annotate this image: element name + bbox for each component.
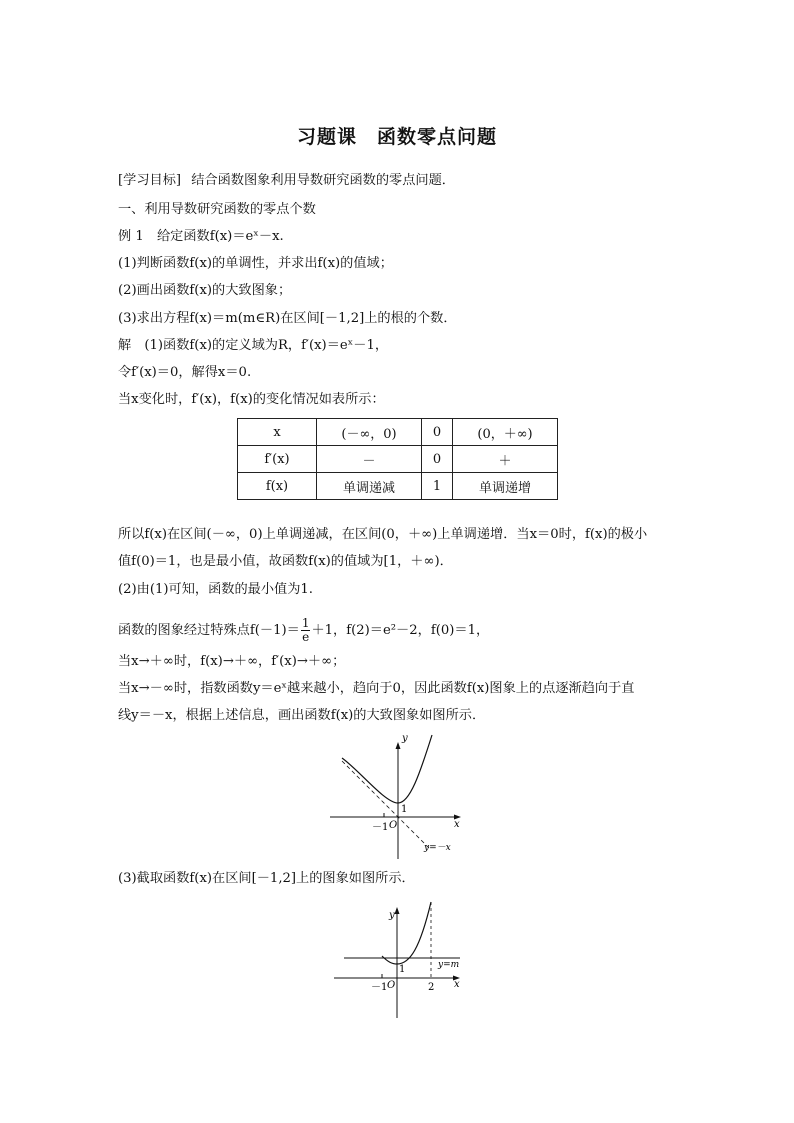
table-cell: ＋ <box>453 446 558 473</box>
table-row <box>238 446 558 473</box>
y-axis-arrow <box>395 907 400 914</box>
function-curve <box>342 735 432 803</box>
part2-line-5: 线y＝－x，根据上述信息，画出函数f(x)的大致图象如图所示． <box>118 708 486 723</box>
conclusion-line-1: 所以f(x)在区间(－∞，0)上单调递减，在区间(0，＋∞)上单调递增．当x＝0时，f(x)的极小 <box>118 527 648 542</box>
label-one: 1 <box>399 964 406 975</box>
y-label: y <box>389 910 395 921</box>
learning-objective <box>118 172 455 190</box>
origin-label: O <box>387 980 396 991</box>
part2-line-1: (2)由(1)可知，函数的最小值为1. <box>118 582 314 597</box>
objective-tag: [学习目标] <box>118 173 182 188</box>
special-points-suffix: ＋1，f(2)＝e²－2，f(0)＝1， <box>311 623 490 638</box>
question-2: (2)画出函数f(x)的大致图象； <box>118 283 292 298</box>
table-cell: 单调递增 <box>453 473 558 500</box>
table-cell: x <box>238 419 317 446</box>
part2-line-4: 当x→－∞时，指数函数y＝eˣ越来越小，趋向于0，因此函数f(x)图象上的点逐渐趋向于直 <box>118 681 635 696</box>
example-statement: 例 1 给定函数f(x)＝eˣ－x. <box>118 229 284 244</box>
label-two: 2 <box>428 982 435 993</box>
table-cell: (0，＋∞) <box>453 419 558 446</box>
fraction <box>301 617 311 644</box>
graph-1 <box>330 733 465 861</box>
part2-line-2 <box>118 617 489 644</box>
solution-line-1: 解 (1)函数f(x)的定义域为R，f′(x)＝eˣ－1， <box>118 338 389 353</box>
question-3: (3)求出方程f(x)＝m(m∈R)在区间[－1,2]上的根的个数． <box>118 311 457 326</box>
special-points-prefix: 函数的图象经过特殊点f(－1)＝ <box>118 623 300 638</box>
y-axis-arrow <box>396 742 401 749</box>
label-one: 1 <box>401 804 408 815</box>
table-cell: f(x) <box>238 473 317 500</box>
solution-line-3: 当x变化时，f′(x)，f(x)的变化情况如表所示： <box>118 392 385 407</box>
table-cell: (－∞，0) <box>317 419 422 446</box>
line-label: y=m <box>438 960 460 970</box>
table-cell: 单调递减 <box>317 473 422 500</box>
x-label: x <box>454 979 460 990</box>
line-label: y=－x <box>424 843 451 853</box>
table-row <box>238 419 558 446</box>
objective-text: 结合函数图象利用导数研究函数的零点问题． <box>191 173 455 188</box>
table-row <box>238 473 558 500</box>
solution-line-2: 令f′(x)＝0，解得x＝0. <box>118 365 252 380</box>
table-cell: 0 <box>422 446 453 473</box>
y-label: y <box>402 733 408 744</box>
origin-label: O <box>389 820 398 831</box>
table-cell: f′(x) <box>238 446 317 473</box>
conclusion-line-2: 值f(0)＝1，也是最小值，故函数f(x)的值域为[1，＋∞)． <box>118 554 453 569</box>
label-neg1: －1 <box>371 982 388 993</box>
table-cell: 1 <box>422 473 453 500</box>
label-neg1: －1 <box>372 822 389 833</box>
fraction-numerator: 1 <box>301 616 310 630</box>
question-1: (1)判断函数f(x)的单调性，并求出f(x)的值域； <box>118 256 393 271</box>
section-heading: 一、利用导数研究函数的零点个数 <box>118 202 316 217</box>
part3-line: (3)截取函数f(x)在区间[－1,2]上的图象如图所示． <box>118 871 415 886</box>
table-cell: － <box>317 446 422 473</box>
graph-2 <box>330 898 465 1020</box>
x-label: x <box>454 819 460 830</box>
asymptote-line <box>342 761 430 849</box>
fraction-denominator: e <box>302 630 310 644</box>
table-cell: 0 <box>422 419 453 446</box>
part2-line-3: 当x→＋∞时，f(x)→＋∞，f′(x)→＋∞； <box>118 654 346 669</box>
page-title: 习题课 函数零点问题 <box>296 126 497 148</box>
variation-table <box>237 418 558 500</box>
